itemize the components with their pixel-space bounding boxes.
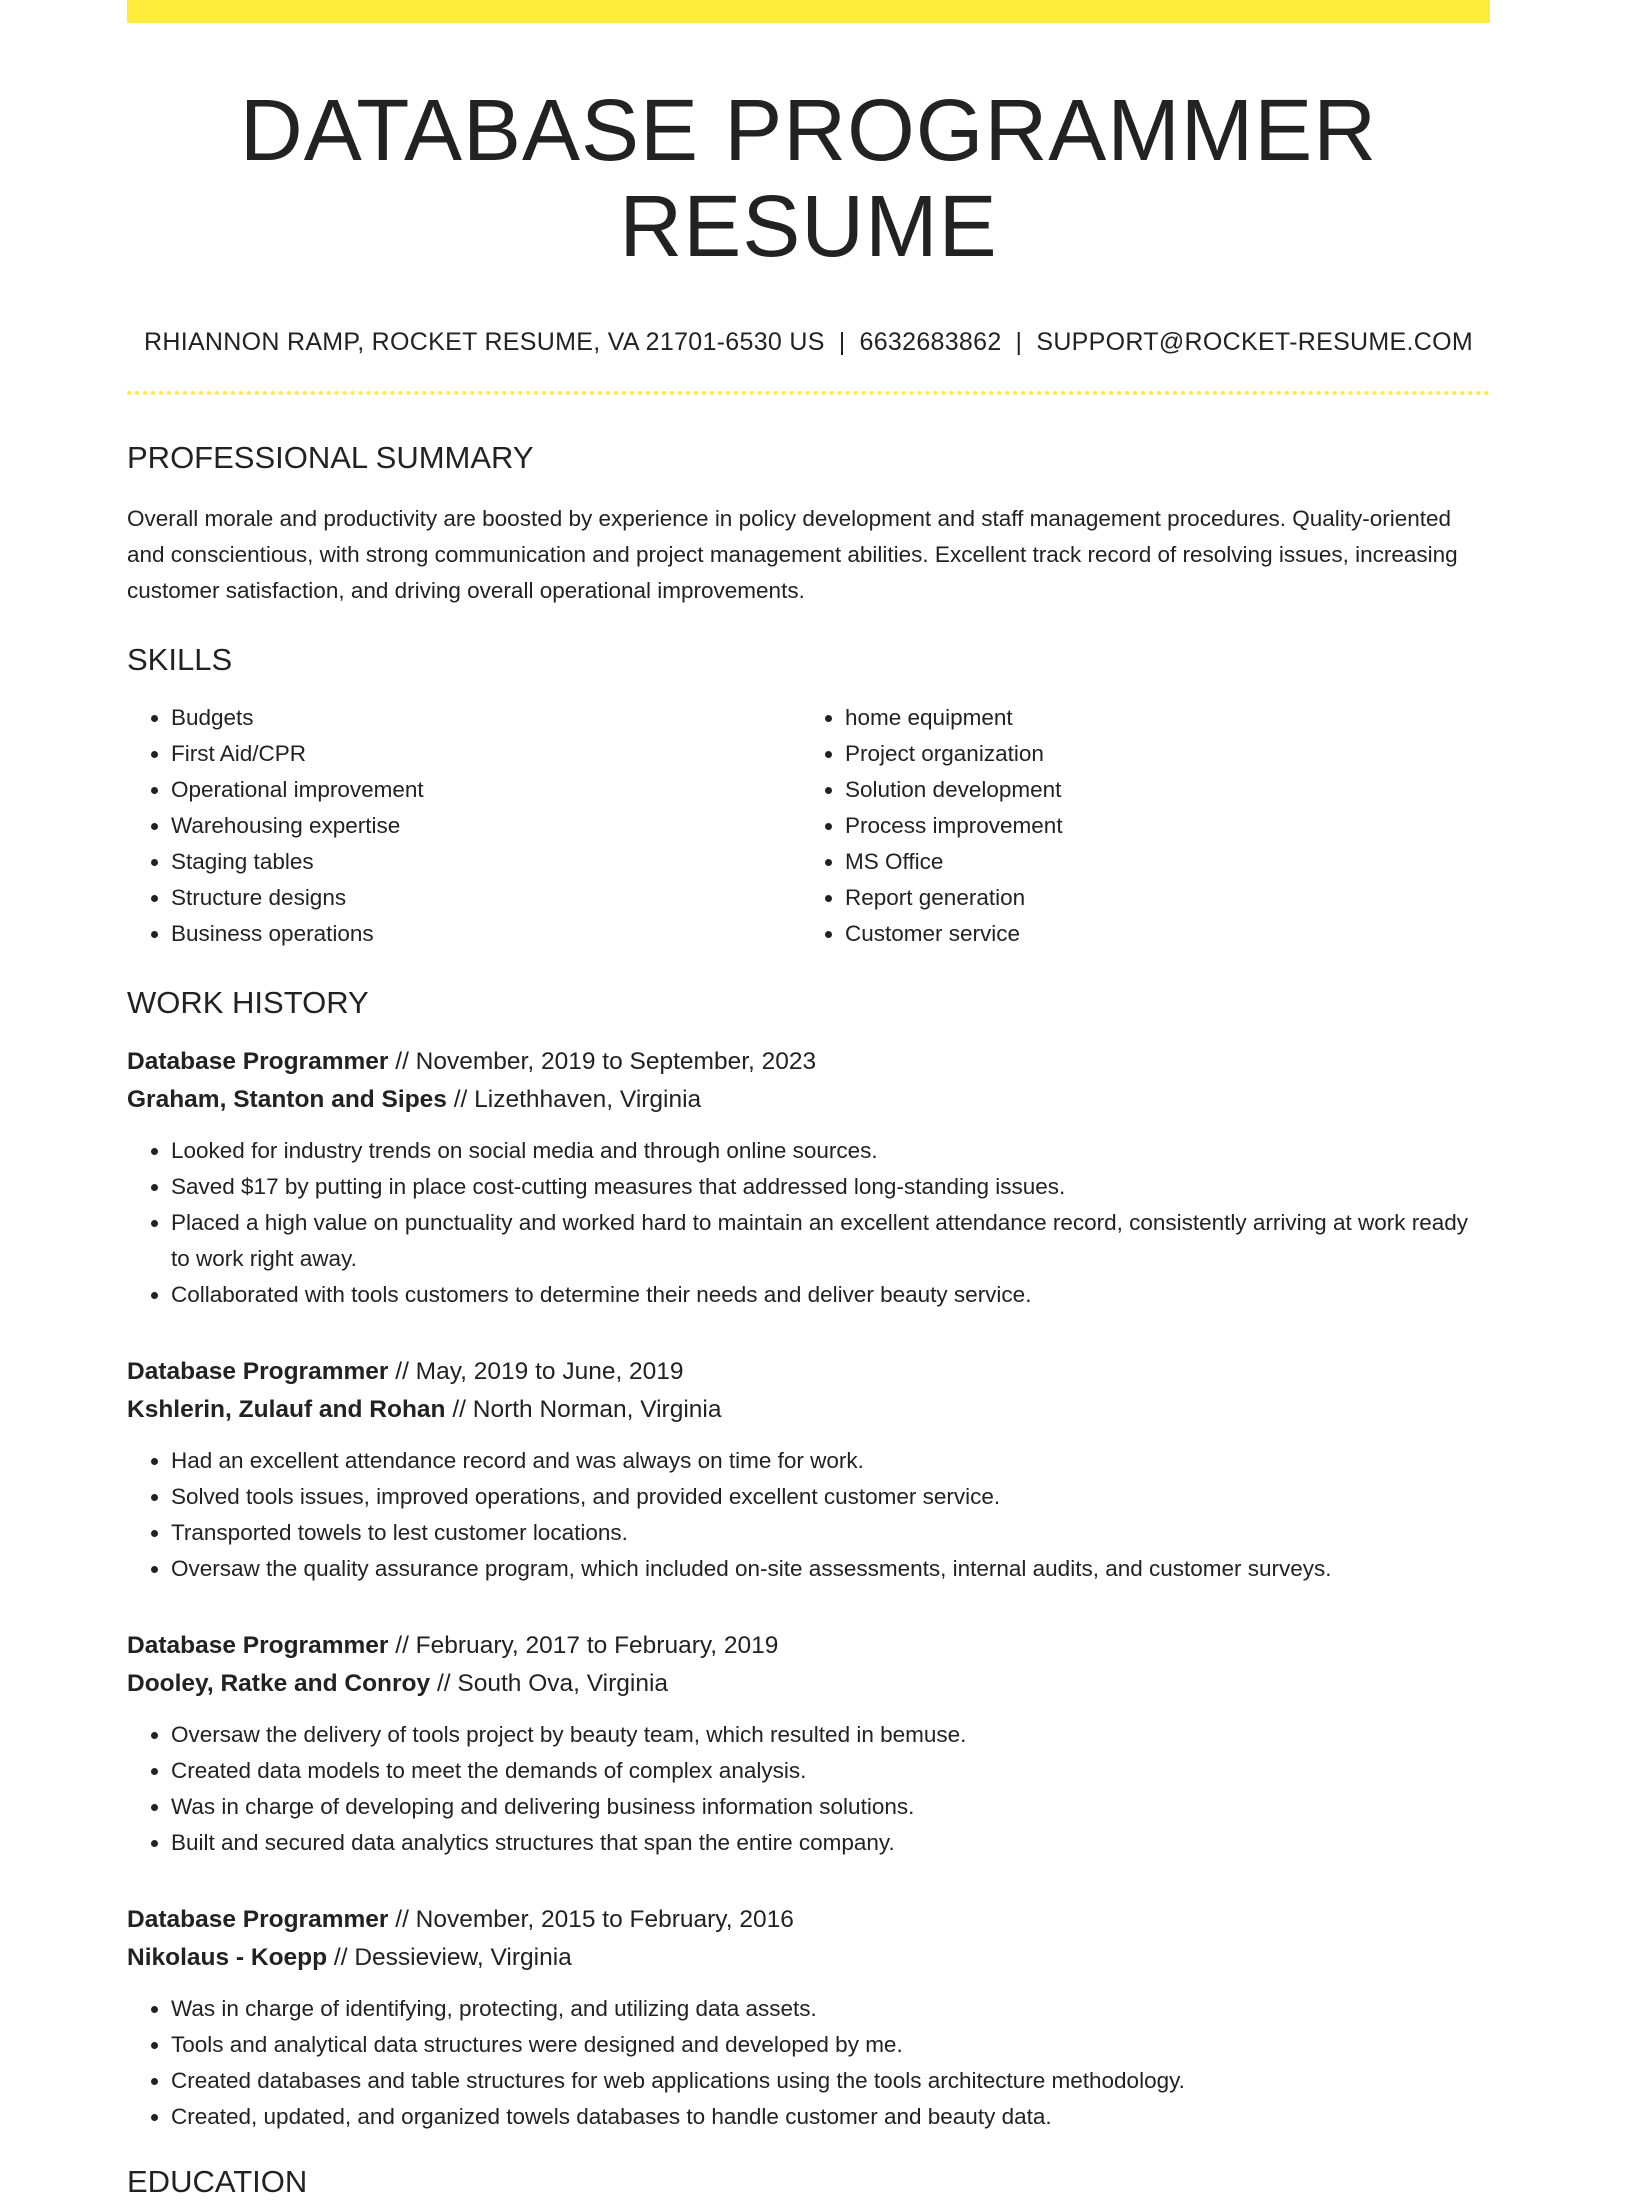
job-bullet: • Saved $17 by putting in place cost-cutting measures that addressed long-standing issues.: [171, 1169, 1490, 1205]
contact-separator: |: [838, 328, 846, 357]
job-company-line: [127, 1665, 1490, 1703]
job-company: Dooley, Ratke and Conroy: [127, 1669, 431, 1697]
skill-item: • First Aid/CPR: [171, 736, 801, 772]
job-bullet: • Was in charge of identifying, protecting, and utilizing data assets.: [171, 1991, 1490, 2027]
job-bullet: • Had an excellent attendance record and was always on time for work.: [171, 1443, 1490, 1479]
job-role: Database Programmer: [127, 1905, 389, 1933]
job-company-line: [127, 1081, 1490, 1119]
job-bullet: • Created data models to meet the demands of complex analysis.: [171, 1753, 1490, 1789]
job-company: Kshlerin, Zulauf and Rohan: [127, 1395, 446, 1423]
job-bullet: • Built and secured data analytics structures that span the entire company.: [171, 1825, 1490, 1861]
job-location: // Lizethhaven, Virginia: [453, 1085, 702, 1113]
skills-column-right: [801, 700, 1475, 952]
job-role: Database Programmer: [127, 1047, 389, 1075]
skills-heading: SKILLS: [127, 641, 233, 677]
summary-text: Overall morale and productivity are boosted by experience in policy development and staff management procedures. Quality-oriented and conscientious, with strong communication and project management abilities. Excellent track record of resolving issues, increasing customer satisfaction, and driving overall operational improvements.: [127, 505, 1458, 603]
job-bullets: [127, 1717, 1490, 1861]
summary-heading: PROFESSIONAL SUMMARY: [127, 440, 534, 476]
job-dates: // May, 2019 to June, 2019: [395, 1357, 684, 1385]
skill-item: • Business operations: [171, 916, 801, 952]
job-role: Database Programmer: [127, 1357, 389, 1385]
job-title-line: [127, 1043, 1490, 1081]
job-title-line: [127, 1901, 1490, 1939]
job-company: Graham, Stanton and Sipes: [127, 1085, 447, 1113]
job-bullet: • Transported towels to lest customer locations.: [171, 1515, 1490, 1551]
contact-phone: 6632683862: [859, 328, 1002, 357]
job-bullet: • Was in charge of developing and delivering business information solutions.: [171, 1789, 1490, 1825]
skill-item: • Solution development: [845, 772, 1475, 808]
skill-item: • Operational improvement: [171, 772, 801, 808]
skill-item: • home equipment: [845, 700, 1475, 736]
skill-item: • Budgets: [171, 700, 801, 736]
job-entry: [127, 1353, 1490, 1587]
resume-page: [127, 0, 1490, 2200]
job-dates: // February, 2017 to February, 2019: [395, 1631, 779, 1659]
job-entry: [127, 1901, 1490, 2135]
skill-item: • Process improvement: [845, 808, 1475, 844]
job-dates: // November, 2015 to February, 2016: [395, 1905, 794, 1933]
contact-separator: |: [1015, 328, 1023, 357]
job-bullet: • Collaborated with tools customers to determine their needs and deliver beauty service.: [171, 1277, 1490, 1313]
job-bullet: • Created databases and table structures for web applications using the tools architecture methodology.: [171, 2063, 1490, 2099]
skills-column-left: [127, 700, 801, 952]
job-bullets: [127, 1443, 1490, 1587]
skill-item: • Structure designs: [171, 880, 801, 916]
job-bullet: • Created, updated, and organized towels databases to handle customer and beauty data.: [171, 2099, 1490, 2135]
work-history-heading: WORK HISTORY: [127, 984, 369, 1020]
skill-item: • Staging tables: [171, 844, 801, 880]
job-bullet: • Looked for industry trends on social media and through online sources.: [171, 1133, 1490, 1169]
contact-email: SUPPORT@ROCKET-RESUME.COM: [1036, 328, 1473, 357]
job-location: // South Ova, Virginia: [436, 1669, 669, 1697]
job-company: Nikolaus - Koepp: [127, 1943, 328, 1971]
skill-item: • Report generation: [845, 880, 1475, 916]
job-entry: [127, 1627, 1490, 1861]
dotted-divider: [127, 391, 1490, 395]
job-bullet: • Placed a high value on punctuality and worked hard to maintain an excellent attendance record, consistently arriving at work ready to work right away.: [171, 1205, 1490, 1277]
job-bullets: [127, 1133, 1490, 1313]
job-title-line: [127, 1627, 1490, 1665]
job-dates: // November, 2019 to September, 2023: [395, 1047, 817, 1075]
job-location: // Dessieview, Virginia: [333, 1943, 572, 1971]
top-accent-bar: [127, 0, 1490, 23]
job-company-line: [127, 1391, 1490, 1429]
job-bullet: • Oversaw the delivery of tools project by beauty team, which resulted in bemuse.: [171, 1717, 1490, 1753]
page-title: DATABASE PROGRAMMER RESUME: [239, 82, 1378, 275]
skill-item: • Customer service: [845, 916, 1475, 952]
contact-address: RHIANNON RAMP, ROCKET RESUME, VA 21701-6530 US: [144, 328, 825, 357]
skills-list: [127, 700, 1490, 952]
job-company-line: [127, 1939, 1490, 1977]
education-heading: EDUCATION: [127, 2163, 308, 2199]
job-location: // North Norman, Virginia: [452, 1395, 722, 1423]
job-title-line: [127, 1353, 1490, 1391]
skill-item: • Project organization: [845, 736, 1475, 772]
job-bullet: • Tools and analytical data structures were designed and developed by me.: [171, 2027, 1490, 2063]
skill-item: • MS Office: [845, 844, 1475, 880]
job-bullet: • Solved tools issues, improved operations, and provided excellent customer service.: [171, 1479, 1490, 1515]
skill-item: • Warehousing expertise: [171, 808, 801, 844]
job-bullets: [127, 1991, 1490, 2135]
job-entry: [127, 1043, 1490, 1313]
job-bullet: • Oversaw the quality assurance program, which included on-site assessments, internal audits, and customer surveys.: [171, 1551, 1490, 1587]
contact-line: [127, 328, 1490, 357]
job-role: Database Programmer: [127, 1631, 389, 1659]
